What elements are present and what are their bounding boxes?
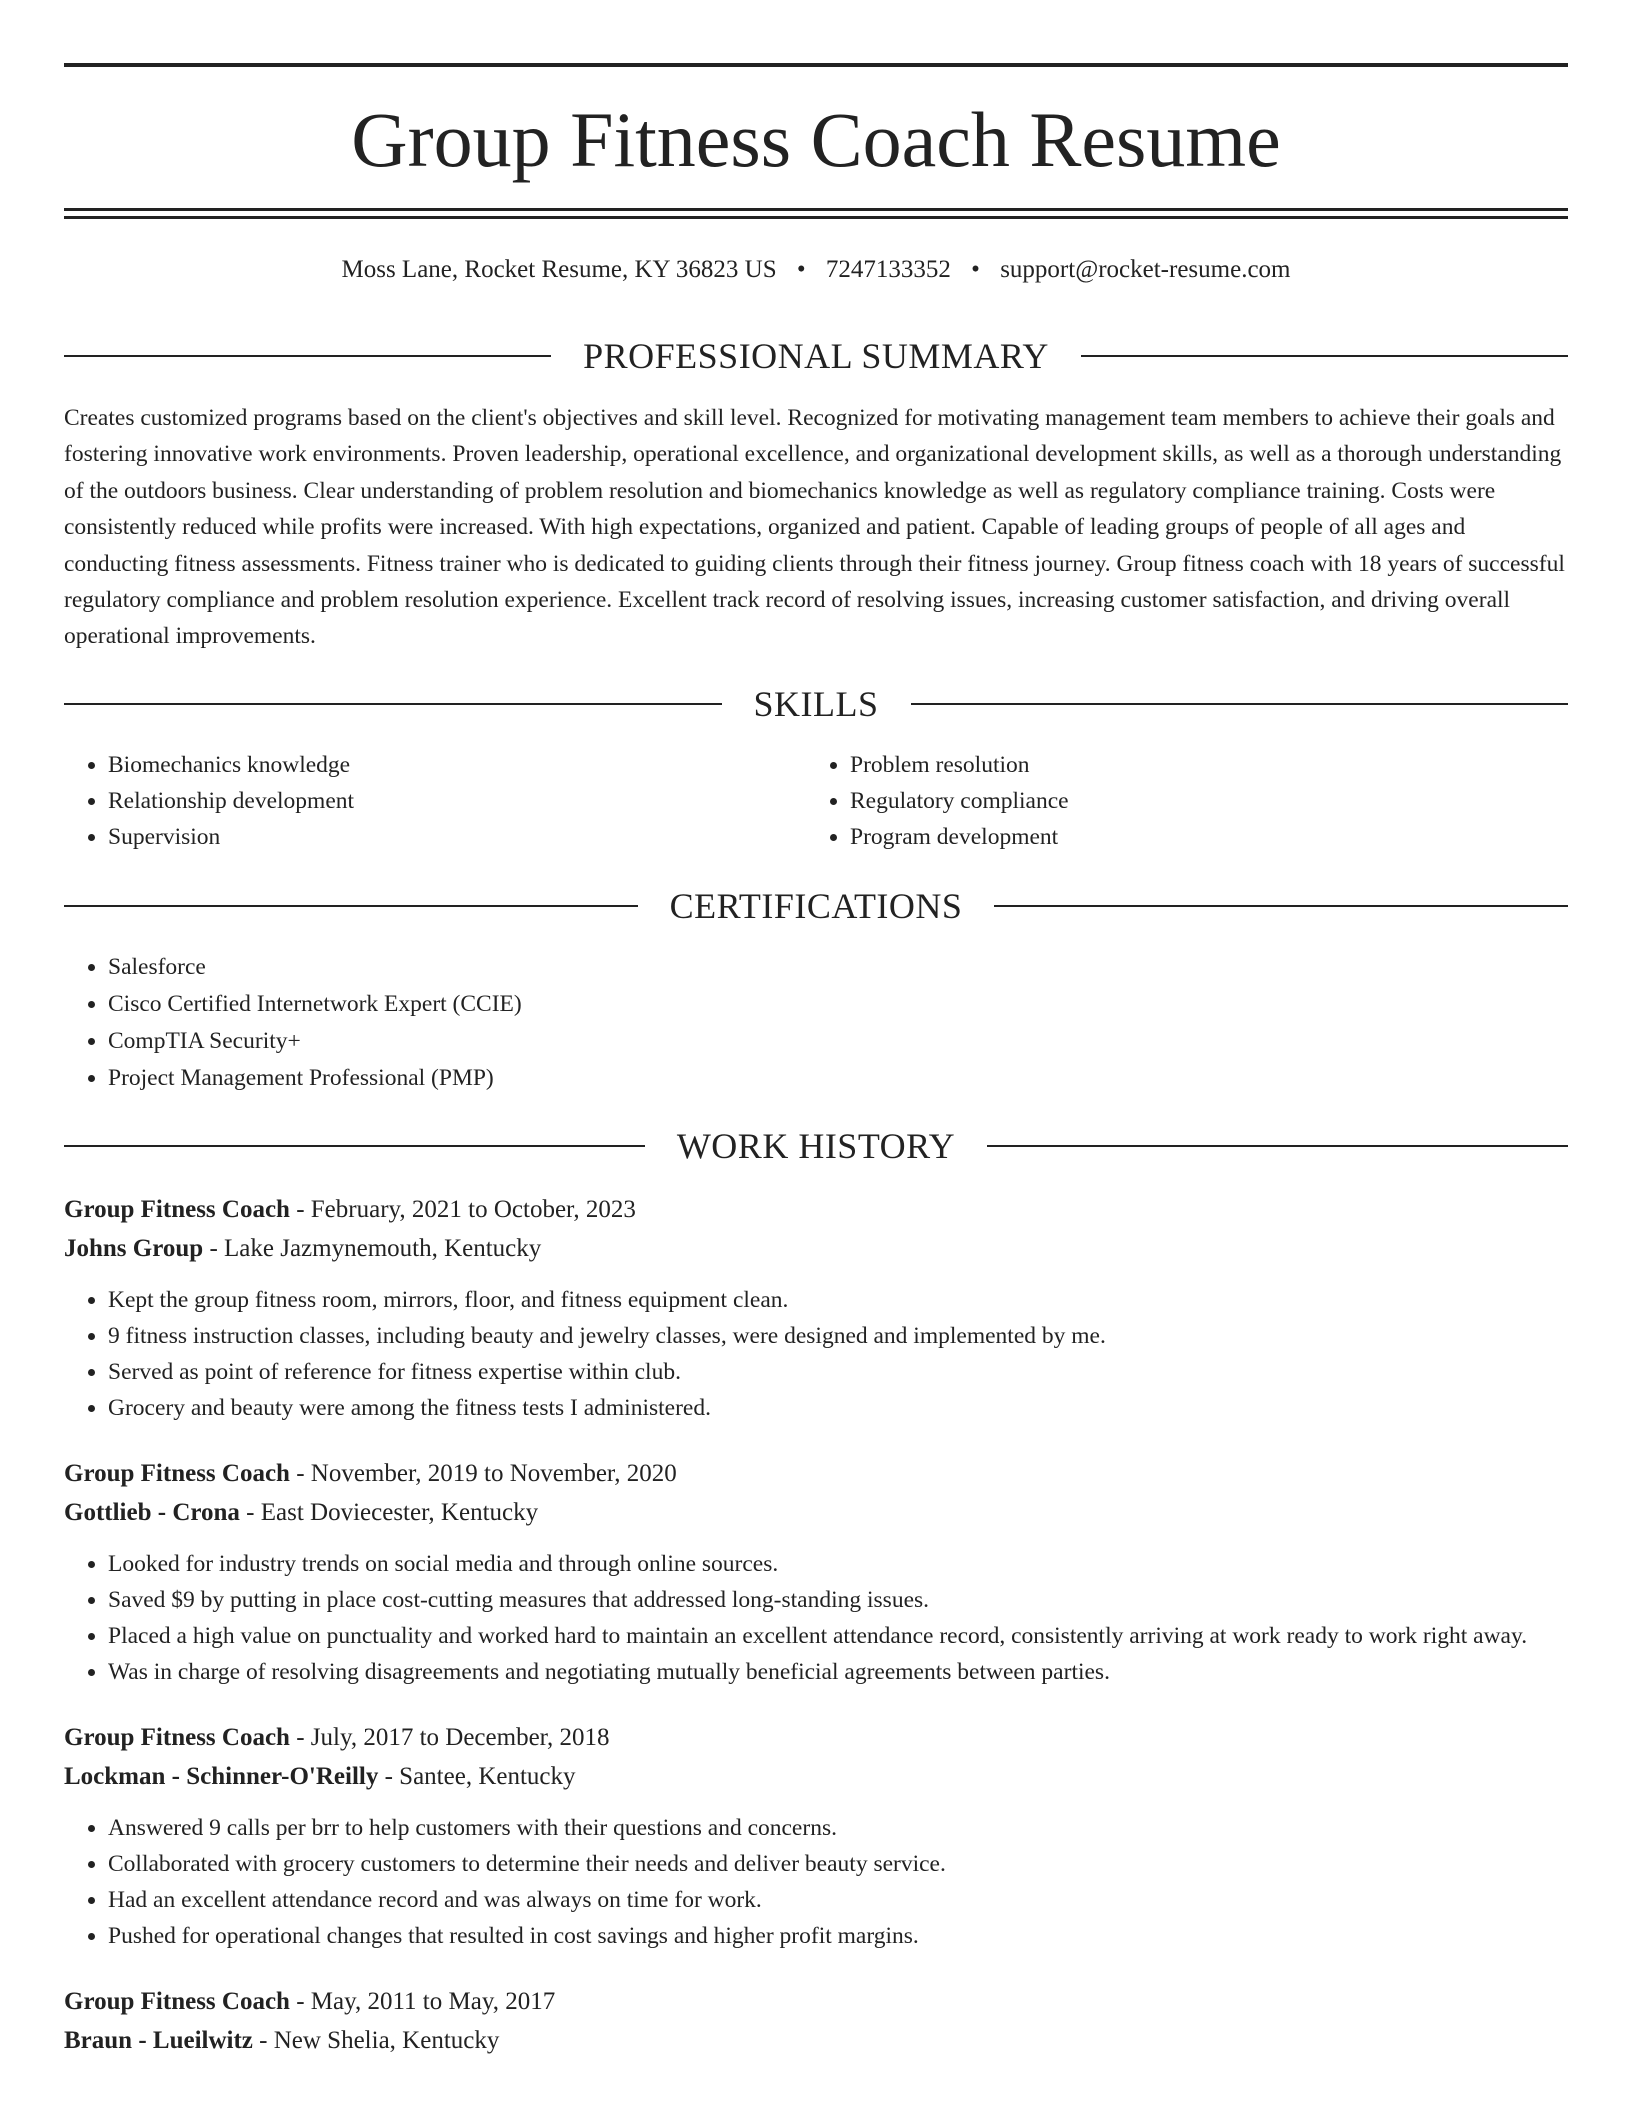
job-title-line bbox=[64, 1454, 1568, 1493]
section-rule bbox=[911, 703, 1569, 705]
skills-column-left bbox=[64, 747, 806, 855]
section-rule bbox=[64, 355, 551, 357]
job-dates: - February, 2021 to October, 2023 bbox=[289, 1196, 636, 1223]
section-header-skills bbox=[64, 682, 1568, 726]
certification-item: • Project Management Professional (PMP) bbox=[108, 1060, 1568, 1097]
job-bullet: • Pushed for operational changes that resulted in cost savings and higher profit margins. bbox=[108, 1918, 1568, 1954]
certification-item: • CompTIA Security+ bbox=[108, 1023, 1568, 1060]
certifications-list bbox=[64, 949, 1568, 1097]
skills-grid bbox=[64, 747, 1568, 855]
certification-item: • Salesforce bbox=[108, 949, 1568, 986]
job-title: Group Fitness Coach bbox=[64, 1988, 290, 2015]
job-title: Group Fitness Coach bbox=[64, 1196, 290, 1223]
contact-phone: 7247133352 bbox=[825, 256, 951, 283]
job-company-line bbox=[64, 1493, 1568, 1532]
skills-column-right bbox=[806, 747, 1548, 855]
skill-item: • Biomechanics knowledge bbox=[108, 747, 806, 783]
skills-list-left bbox=[64, 747, 806, 855]
page-title: Group Fitness Coach Resume bbox=[351, 96, 1281, 183]
job-location: - Santee, Kentucky bbox=[378, 1763, 576, 1790]
job-entry bbox=[64, 1718, 1568, 1954]
job-entry bbox=[64, 1454, 1568, 1690]
skill-item: • Program development bbox=[850, 819, 1548, 855]
job-company: Lockman - Schinner-O'Reilly bbox=[64, 1763, 379, 1790]
job-bullet: • Saved $9 by putting in place cost-cutting measures that addressed long-standing issues. bbox=[108, 1582, 1568, 1618]
section-title-skills: SKILLS bbox=[753, 684, 879, 724]
job-bullets bbox=[64, 1810, 1568, 1954]
job-title-line bbox=[64, 1190, 1568, 1229]
skill-item: • Regulatory compliance bbox=[850, 783, 1548, 819]
job-bullet: • 9 fitness instruction classes, including beauty and jewelry classes, were designed and implemented by me. bbox=[108, 1318, 1568, 1354]
contact-address: Moss Lane, Rocket Resume, KY 36823 US bbox=[341, 256, 777, 283]
section-rule bbox=[64, 703, 722, 705]
skill-item: • Relationship development bbox=[108, 783, 806, 819]
certifications-block bbox=[64, 949, 1568, 1097]
job-bullet: • Had an excellent attendance record and was always on time for work. bbox=[108, 1882, 1568, 1918]
title-double-rule bbox=[64, 208, 1568, 219]
skill-item: • Problem resolution bbox=[850, 747, 1548, 783]
job-dates: - July, 2017 to December, 2018 bbox=[289, 1724, 610, 1751]
job-bullet: • Was in charge of resolving disagreements and negotiating mutually beneficial agreements between parties. bbox=[108, 1654, 1568, 1690]
skill-item: • Supervision bbox=[108, 819, 806, 855]
section-header-summary bbox=[64, 334, 1568, 378]
contact-separator: • bbox=[971, 256, 980, 283]
contact-separator: • bbox=[796, 256, 806, 283]
section-rule bbox=[64, 905, 638, 907]
job-bullet: • Placed a high value on punctuality and worked hard to maintain an excellent attendance record, consistently arriving at work ready to work right away. bbox=[108, 1618, 1568, 1654]
job-location: - East Doviecester, Kentucky bbox=[239, 1499, 539, 1526]
job-company-line bbox=[64, 2021, 1568, 2060]
section-title-summary: PROFESSIONAL SUMMARY bbox=[583, 336, 1049, 376]
job-bullets bbox=[64, 1282, 1568, 1426]
job-bullet: • Grocery and beauty were among the fitness tests I administered. bbox=[108, 1390, 1568, 1426]
job-dates: - May, 2011 to May, 2017 bbox=[289, 1988, 556, 2015]
section-rule bbox=[64, 1145, 645, 1147]
section-title-certifications: CERTIFICATIONS bbox=[669, 886, 963, 926]
summary-text: Creates customized programs based on the client's objectives and skill level. Recognized for motivating management team members to achieve their goals and fostering innovative work environments. Proven leadership, operational excellence, and organizational development skills, as well as a thorough understanding of the outdoors business. Clear understanding of problem resolution and biomechanics knowledge as well as regulatory compliance training. Costs were consistently reduced while profits were increased. With high expectations, organized and patient. Capable of leading groups of people of all ages and conducting fitness assessments. Fitness trainer who is dedicated to guiding clients through their fitness journey. Group fitness coach with 18 years of successful regulatory compliance and problem resolution experience. Excellent track record of resolving issues, increasing customer satisfaction, and driving overall operational improvements. bbox=[64, 405, 1565, 650]
job-bullets bbox=[64, 1546, 1568, 1690]
section-rule bbox=[994, 905, 1568, 907]
section-rule bbox=[1081, 355, 1568, 357]
contact-line bbox=[64, 254, 1568, 286]
job-title: Group Fitness Coach bbox=[64, 1724, 290, 1751]
job-bullet: • Answered 9 calls per brr to help customers with their questions and concerns. bbox=[108, 1810, 1568, 1846]
job-bullet: • Collaborated with grocery customers to determine their needs and deliver beauty service. bbox=[108, 1846, 1568, 1882]
job-bullet: • Kept the group fitness room, mirrors, floor, and fitness equipment clean. bbox=[108, 1282, 1568, 1318]
section-header-work-history bbox=[64, 1124, 1568, 1168]
job-title-line bbox=[64, 1982, 1568, 2021]
section-title-work-history: WORK HISTORY bbox=[676, 1126, 956, 1166]
work-history-list bbox=[64, 1190, 1568, 2088]
job-bullet: • Looked for industry trends on social media and through online sources. bbox=[108, 1546, 1568, 1582]
contact-email: support@rocket-resume.com bbox=[1000, 256, 1291, 283]
job-company-line bbox=[64, 1229, 1568, 1268]
job-location: - Lake Jazmynemouth, Kentucky bbox=[203, 1235, 542, 1262]
job-company: Braun - Lueilwitz bbox=[64, 2027, 253, 2054]
job-dates: - November, 2019 to November, 2020 bbox=[289, 1460, 677, 1487]
job-company: Johns Group bbox=[64, 1235, 204, 1262]
top-rule bbox=[64, 63, 1568, 67]
section-header-certifications bbox=[64, 884, 1568, 928]
job-company: Gottlieb - Crona bbox=[64, 1499, 240, 1526]
job-entry bbox=[64, 1982, 1568, 2060]
job-bullet: • Served as point of reference for fitness expertise within club. bbox=[108, 1354, 1568, 1390]
certification-item: • Cisco Certified Internetwork Expert (CCIE) bbox=[108, 986, 1568, 1023]
section-rule bbox=[987, 1145, 1568, 1147]
job-entry bbox=[64, 1190, 1568, 1426]
skills-list-right bbox=[806, 747, 1548, 855]
job-location: - New Shelia, Kentucky bbox=[252, 2027, 500, 2054]
job-company-line bbox=[64, 1757, 1568, 1796]
job-title-line bbox=[64, 1718, 1568, 1757]
job-title: Group Fitness Coach bbox=[64, 1460, 290, 1487]
